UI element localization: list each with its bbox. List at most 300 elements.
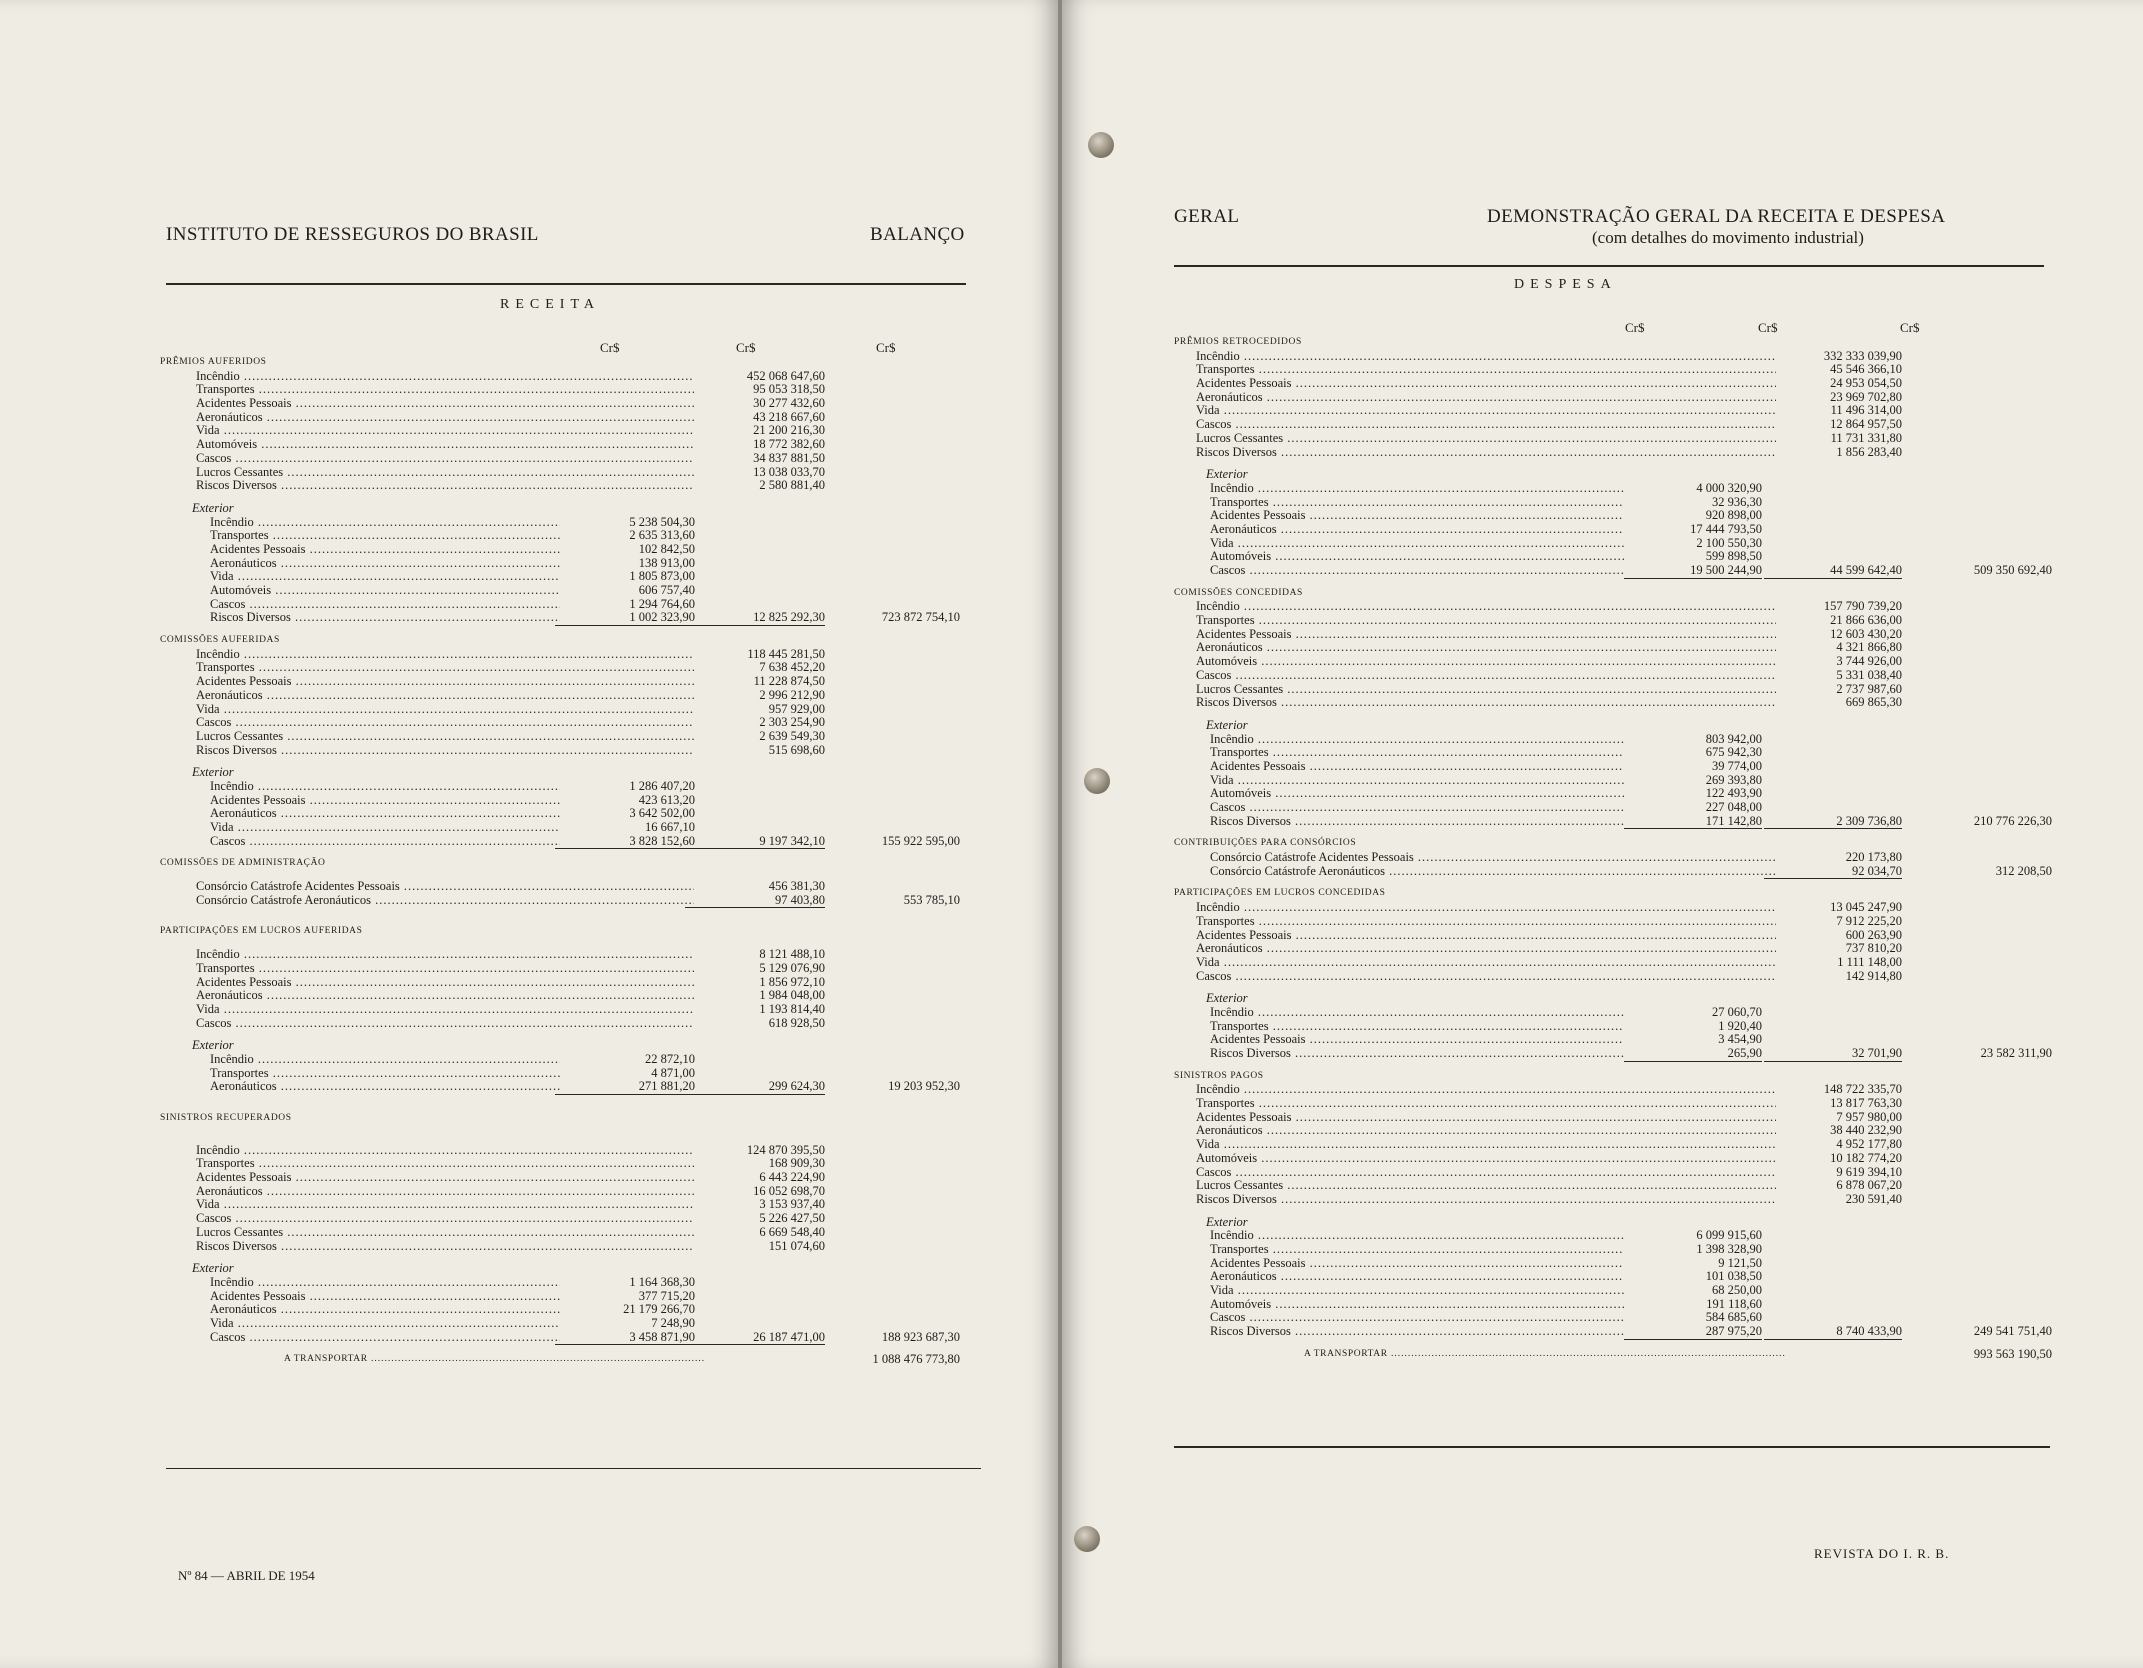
table-row	[1174, 774, 2054, 788]
amount-col1: 191 118,60	[1706, 1296, 1762, 1311]
row-label	[210, 584, 560, 598]
table-row	[1174, 801, 2054, 815]
table-row	[1174, 537, 2054, 551]
row-label	[1196, 404, 1776, 418]
right-header-subtitle: (com detalhes do movimento industrial)	[1592, 228, 1864, 247]
row-label-text: Cascos	[1210, 801, 1246, 814]
amount-col2: 1 856 972,10	[759, 974, 825, 989]
table-row	[160, 479, 980, 493]
row-label-text: Incêndio	[1196, 901, 1240, 915]
row-label	[196, 1003, 694, 1017]
row-label	[210, 543, 560, 557]
row-label	[196, 989, 694, 1003]
amount-col1: 920 898,00	[1705, 508, 1762, 523]
row-label-text: Riscos Diversos	[1210, 1047, 1291, 1060]
spacer	[1174, 878, 2054, 887]
spacer	[1174, 710, 2054, 719]
amount-col2: 142 914,80	[1845, 968, 1902, 983]
table-row	[1174, 696, 2054, 710]
row-label-text: Cascos	[1210, 1311, 1246, 1325]
amount-col2: 118 445 281,50	[747, 646, 825, 661]
row-label-text: Riscos Diversos	[1196, 1192, 1277, 1206]
table-row	[1174, 815, 2054, 829]
amount-col2: 11 228 874,50	[753, 674, 825, 689]
row-label-text: Lucros Cessantes	[1196, 682, 1284, 696]
exterior-heading: Exterior	[1206, 717, 1248, 732]
table-row	[160, 1303, 980, 1317]
spacer	[160, 493, 980, 502]
section-heading-row	[160, 356, 980, 370]
amount-col2: 12 603 430,20	[1830, 626, 1902, 641]
row-label	[196, 1240, 694, 1254]
amount-col2: 32 701,90	[1764, 1047, 1902, 1062]
amount-col2: 4 952 177,80	[1836, 1137, 1902, 1152]
row-label	[196, 466, 694, 480]
exterior-heading-row	[160, 1039, 980, 1053]
row-label	[196, 1144, 694, 1158]
row-label	[1210, 801, 1624, 815]
row-label-text: Automóveis	[196, 438, 258, 452]
table-row	[1174, 1270, 2054, 1284]
row-label	[196, 1212, 694, 1226]
section-heading-row	[160, 634, 980, 648]
amount-col2: 600 263,90	[1845, 927, 1902, 942]
amount-col2: 11 496 314,00	[1830, 403, 1902, 418]
table-row	[160, 466, 980, 480]
row-label-text: Aeronáuticos	[210, 1303, 277, 1317]
amount-col1: 171 142,80	[1624, 815, 1762, 830]
left-page	[0, 0, 1058, 1668]
row-label-text: Transportes	[1196, 1097, 1255, 1111]
binding-staple-bottom	[1074, 1526, 1100, 1552]
amount-col2: 332 333 039,90	[1823, 348, 1902, 363]
amount-col2: 618 928,50	[768, 1015, 825, 1030]
amount-col1: 1 286 407,20	[629, 778, 695, 793]
table-row	[160, 529, 980, 543]
row-label	[1196, 1124, 1776, 1138]
row-label-text: Acidentes Pessoais	[196, 675, 292, 689]
amount-col2: 9 197 342,10	[685, 835, 825, 850]
spacer	[160, 939, 980, 948]
table-row	[160, 1053, 980, 1067]
amount-col1: 17 444 793,50	[1690, 521, 1762, 536]
row-label-text: Riscos Diversos	[196, 1239, 277, 1253]
table-row	[160, 835, 980, 849]
table-row	[160, 948, 980, 962]
amount-col2: 26 187 471,00	[685, 1331, 825, 1346]
amount-col2: 34 837 881,50	[753, 450, 825, 465]
row-label-text: Acidentes Pessoais	[1196, 928, 1292, 942]
table-row	[160, 370, 980, 384]
row-label-text: Riscos Diversos	[1210, 1325, 1291, 1339]
amount-col3: 553 785,10	[903, 892, 960, 907]
table-row	[1174, 851, 2054, 865]
row-label-text: Acidentes Pessoais	[210, 542, 306, 556]
row-label	[210, 1053, 560, 1067]
row-label	[1210, 851, 1776, 865]
table-row	[1174, 683, 2054, 697]
exterior-heading-row	[160, 766, 980, 780]
row-label	[210, 807, 560, 821]
table-row	[160, 1080, 980, 1094]
row-label	[1210, 815, 1624, 829]
table-row	[160, 1067, 980, 1081]
row-label	[196, 648, 694, 662]
amount-col2: 10 182 774,20	[1830, 1150, 1902, 1165]
row-label-text: Incêndio	[196, 369, 240, 383]
row-label-text: A TRANSPORTAR	[284, 1354, 368, 1365]
row-label	[1210, 1311, 1624, 1325]
row-label-text: Aeronáuticos	[210, 556, 277, 570]
amount-col2: 92 034,70	[1764, 865, 1902, 880]
table-row	[1174, 614, 2054, 628]
amount-col2: 23 969 702,80	[1830, 389, 1902, 404]
row-label	[210, 598, 560, 612]
amount-col2: 5 226 427,50	[759, 1211, 825, 1226]
row-label-text: A TRANSPORTAR	[1304, 1348, 1388, 1359]
row-label-text: Transportes	[1196, 914, 1255, 928]
spacer	[1174, 459, 2054, 468]
row-label-text: Incêndio	[196, 647, 240, 661]
table-row	[1174, 404, 2054, 418]
right-page	[1062, 0, 2143, 1668]
row-label	[196, 424, 694, 438]
table-row	[160, 411, 980, 425]
row-label	[1196, 1193, 1776, 1207]
row-label-text: Incêndio	[210, 1275, 254, 1289]
amount-col1: 423 613,20	[638, 792, 695, 807]
section-heading: SINISTROS RECUPERADOS	[160, 1113, 292, 1123]
row-label	[1210, 760, 1624, 774]
table-row	[160, 424, 980, 438]
table-row	[1174, 432, 2054, 446]
table-row	[160, 397, 980, 411]
table-row	[1174, 970, 2054, 984]
row-label	[1210, 496, 1624, 510]
amount-col1: 3 642 502,00	[629, 806, 695, 821]
row-label-text: Cascos	[1196, 1165, 1232, 1179]
spacer	[160, 1126, 980, 1144]
amount-col2: 24 953 054,50	[1830, 376, 1902, 391]
right-top-rule	[1174, 265, 2044, 267]
row-label-text: Cascos	[1196, 668, 1232, 682]
row-label	[196, 962, 694, 976]
row-label-text: Cascos	[210, 834, 246, 848]
row-label	[1196, 628, 1776, 642]
row-label-text: Consórcio Catástrofe Acidentes Pessoais	[196, 880, 400, 894]
row-label	[1196, 956, 1776, 970]
amount-col1: 7 248,90	[651, 1315, 695, 1330]
receita-table	[160, 356, 980, 1367]
table-row	[1174, 377, 2054, 391]
row-label-text: Incêndio	[1210, 1229, 1254, 1243]
amount-col1: 287 975,20	[1624, 1325, 1762, 1340]
table-row	[1174, 1193, 2054, 1207]
amount-col2: 957 929,00	[768, 701, 825, 716]
row-label	[1196, 655, 1776, 669]
row-label-text: Aeronáuticos	[196, 989, 263, 1003]
row-label-text: Vida	[196, 424, 220, 438]
row-label	[196, 1198, 694, 1212]
amount-col1: 599 898,50	[1705, 549, 1762, 564]
row-label-text: Riscos Diversos	[1196, 696, 1277, 710]
row-label-text: Riscos Diversos	[210, 611, 291, 625]
exterior-heading: Exterior	[192, 500, 234, 515]
amount-col1: 21 179 266,70	[623, 1302, 695, 1317]
row-label-text: Acidentes Pessoais	[1210, 759, 1306, 773]
section-heading-row	[160, 857, 980, 871]
section-heading-row	[160, 1112, 980, 1126]
amount-col1: 9 121,50	[1718, 1255, 1762, 1270]
amount-col2: 9 619 394,10	[1836, 1164, 1902, 1179]
row-label-text: Transportes	[196, 383, 255, 397]
table-row	[160, 675, 980, 689]
table-row	[160, 1317, 980, 1331]
row-label	[210, 611, 560, 625]
row-label-text: Cascos	[210, 597, 246, 611]
row-label	[1196, 1083, 1776, 1097]
amount-col2: 97 403,80	[685, 894, 825, 909]
row-label-text: Transportes	[1196, 614, 1255, 628]
table-row	[160, 821, 980, 835]
amount-col1: 6 099 915,60	[1696, 1228, 1762, 1243]
table-row	[160, 730, 980, 744]
table-row	[160, 989, 980, 1003]
row-label	[1210, 1033, 1624, 1047]
amount-col3: 249 541 751,40	[1973, 1324, 2052, 1339]
row-label	[1196, 1097, 1776, 1111]
row-label	[210, 1080, 560, 1094]
row-label	[1196, 929, 1776, 943]
row-label	[210, 570, 560, 584]
amount-col2: 1 193 814,40	[759, 1001, 825, 1016]
amount-col2: 456 381,30	[768, 879, 825, 894]
row-label	[210, 1303, 560, 1317]
amount-col1: 2 635 313,60	[629, 528, 695, 543]
table-row	[1174, 929, 2054, 943]
table-row	[160, 1198, 980, 1212]
row-label	[210, 794, 560, 808]
amount-col1: 265,90	[1624, 1047, 1762, 1062]
row-label-text: Riscos Diversos	[196, 479, 277, 493]
right-header-title: DEMONSTRAÇÃO GERAL DA RECEITA E DESPESA	[1487, 206, 1946, 227]
row-label	[1210, 1257, 1624, 1271]
amount-col3: 23 582 311,90	[1980, 1046, 2052, 1060]
row-label	[1196, 915, 1776, 929]
amount-col2: 8 740 433,90	[1764, 1325, 1902, 1340]
row-label	[210, 529, 560, 543]
table-row	[160, 1212, 980, 1226]
row-label	[1196, 942, 1776, 956]
spacer	[1174, 1061, 2054, 1070]
table-row	[160, 452, 980, 466]
row-label	[210, 516, 560, 530]
amount-col2: 4 321 866,80	[1836, 640, 1902, 655]
table-row	[160, 648, 980, 662]
spacer	[160, 1253, 980, 1262]
table-row	[160, 962, 980, 976]
table-row	[1174, 391, 2054, 405]
amount-col1: 5 238 504,30	[629, 514, 695, 529]
row-label	[1196, 446, 1776, 460]
amount-col2: 299 624,30	[685, 1080, 825, 1095]
amount-col2: 2 737 987,60	[1836, 681, 1902, 696]
amount-col2: 2 580 881,40	[759, 478, 825, 493]
spacer	[1174, 1207, 2054, 1216]
table-row	[1174, 901, 2054, 915]
row-label	[196, 880, 694, 894]
left-bottom-rule	[166, 1468, 981, 1469]
table-row	[160, 1290, 980, 1304]
amount-col2: 1 984 048,00	[759, 988, 825, 1003]
row-label-text: Incêndio	[1196, 1083, 1240, 1097]
spacer	[160, 848, 980, 857]
table-row	[1174, 1325, 2054, 1339]
row-label-text: Acidentes Pessoais	[1210, 1256, 1306, 1270]
exterior-heading: Exterior	[1206, 991, 1248, 1006]
row-label-text: Consórcio Catástrofe Acidentes Pessoais	[1210, 851, 1414, 865]
row-label-text: Vida	[196, 702, 220, 716]
exterior-heading-row	[1174, 719, 2054, 733]
table-row	[1174, 1243, 2054, 1257]
amount-col2: 737 810,20	[1845, 941, 1902, 956]
row-label-text: Vida	[210, 570, 234, 584]
amount-col2: 1 856 283,40	[1836, 444, 1902, 459]
row-label	[1210, 564, 1624, 578]
amount-col1: 3 458 871,90	[555, 1331, 695, 1346]
table-row	[160, 976, 980, 990]
row-label	[196, 948, 694, 962]
table-row	[160, 584, 980, 598]
row-label-text: Acidentes Pessoais	[210, 793, 306, 807]
row-label-text: Transportes	[1196, 363, 1255, 377]
amount-col1: 1 294 764,60	[629, 596, 695, 611]
spacer	[160, 1094, 980, 1112]
amount-col2: 2 639 549,30	[759, 728, 825, 743]
section-heading: PARTICIPAÇÕES EM LUCROS AUFERIDAS	[160, 926, 363, 937]
table-row	[1174, 1138, 2054, 1152]
row-label	[196, 1157, 694, 1171]
row-label-text: Automóveis	[1210, 1297, 1272, 1311]
row-label-text: Aeronáuticos	[1196, 641, 1263, 655]
amount-col2: 12 825 292,30	[685, 611, 825, 626]
amount-col1: 1 920,40	[1718, 1018, 1762, 1033]
table-row	[1174, 1111, 2054, 1125]
amount-col2: 6 669 548,40	[759, 1224, 825, 1239]
row-label	[1196, 432, 1776, 446]
amount-col2: 151 074,60	[768, 1238, 825, 1253]
amount-col2: 7 957 980,00	[1836, 1109, 1902, 1124]
table-row	[1174, 733, 2054, 747]
exterior-heading: Exterior	[1206, 467, 1248, 482]
row-label	[196, 689, 694, 703]
row-label	[1210, 733, 1624, 747]
row-label-text: Vida	[196, 1002, 220, 1016]
row-label	[1210, 1229, 1624, 1243]
left-top-rule	[166, 283, 966, 285]
amount-col1: 271 881,20	[555, 1080, 695, 1095]
row-label-text: Transportes	[1210, 1019, 1269, 1033]
table-row	[160, 598, 980, 612]
row-label	[1210, 482, 1624, 496]
table-row	[1174, 1083, 2054, 1097]
row-label	[1196, 1179, 1776, 1193]
amount-col1: 19 500 244,90	[1624, 564, 1762, 579]
amount-col2: 7 912 225,20	[1836, 913, 1902, 928]
section-heading: CONTRIBUIÇÕES PARA CONSÓRCIOS	[1174, 838, 1357, 849]
row-label	[1210, 1243, 1624, 1257]
amount-col2: 220 173,80	[1845, 850, 1902, 865]
amount-col2: 7 638 452,20	[759, 660, 825, 675]
row-label-text: Acidentes Pessoais	[1196, 377, 1292, 391]
spacer	[1174, 578, 2054, 587]
row-label-text: Vida	[210, 1316, 234, 1330]
table-row	[1174, 1166, 2054, 1180]
amount-col2: 168 909,30	[768, 1156, 825, 1171]
amount-col1: 3 454,90	[1718, 1032, 1762, 1047]
row-label-text: Transportes	[1210, 1242, 1269, 1256]
amount-col1: 1 805 873,00	[629, 569, 695, 584]
row-label-text: Lucros Cessantes	[196, 465, 284, 479]
row-label	[1196, 363, 1776, 377]
section-heading: SINISTROS PAGOS	[1174, 1070, 1264, 1081]
amount-col2: 669 865,30	[1845, 695, 1902, 710]
table-row	[1174, 600, 2054, 614]
row-label-text: Automóveis	[210, 584, 272, 597]
row-label	[196, 1226, 694, 1240]
amount-col1: 606 757,40	[638, 583, 695, 597]
row-label-text: Vida	[1196, 1138, 1220, 1152]
row-label-text: Acidentes Pessoais	[210, 1289, 306, 1303]
row-label	[196, 675, 694, 689]
row-label	[1210, 865, 1776, 879]
right-header-left: GERAL	[1174, 206, 1240, 227]
section-heading: COMISSÕES DE ADMINISTRAÇÃO	[160, 858, 326, 869]
section-heading-row	[1174, 587, 2054, 601]
left-footer: Nº 84 — ABRIL DE 1954	[178, 1568, 315, 1583]
row-label-text: Incêndio	[1196, 349, 1240, 363]
table-row	[1174, 956, 2054, 970]
amount-col1: 675 942,30	[1705, 745, 1762, 760]
section-heading-row	[1174, 837, 2054, 851]
exterior-heading: Exterior	[192, 1038, 234, 1053]
table-row	[160, 1144, 980, 1158]
section-heading: COMISSÕES AUFERIDAS	[160, 635, 280, 646]
table-row	[1174, 669, 2054, 683]
row-label	[210, 1290, 560, 1304]
row-label-text: Incêndio	[210, 1052, 254, 1066]
amount-col1: 377 715,20	[638, 1288, 695, 1303]
binding-staple-middle	[1084, 768, 1110, 794]
row-label-text: Consórcio Catástrofe Aeronáuticos	[1210, 864, 1385, 878]
amount-col2: 45 546 366,10	[1830, 362, 1902, 377]
spacer	[1174, 983, 2054, 992]
row-label	[1210, 537, 1624, 551]
amount-col2: 18 772 382,60	[753, 437, 825, 452]
amount-col2: 21 200 216,30	[753, 423, 825, 438]
table-row	[160, 894, 980, 908]
row-label	[210, 1317, 560, 1331]
row-label-text: Acidentes Pessoais	[196, 1171, 292, 1185]
table-row	[1174, 1284, 2054, 1298]
amount-col2: 38 440 232,90	[1830, 1123, 1902, 1138]
amount-col1: 803 942,00	[1705, 731, 1762, 746]
row-label-text: Transportes	[1210, 746, 1269, 760]
row-label	[196, 716, 694, 730]
amount-col1: 269 393,80	[1705, 772, 1762, 787]
binding-staple-top	[1088, 132, 1114, 158]
amount-col2: 230 591,40	[1845, 1191, 1902, 1206]
